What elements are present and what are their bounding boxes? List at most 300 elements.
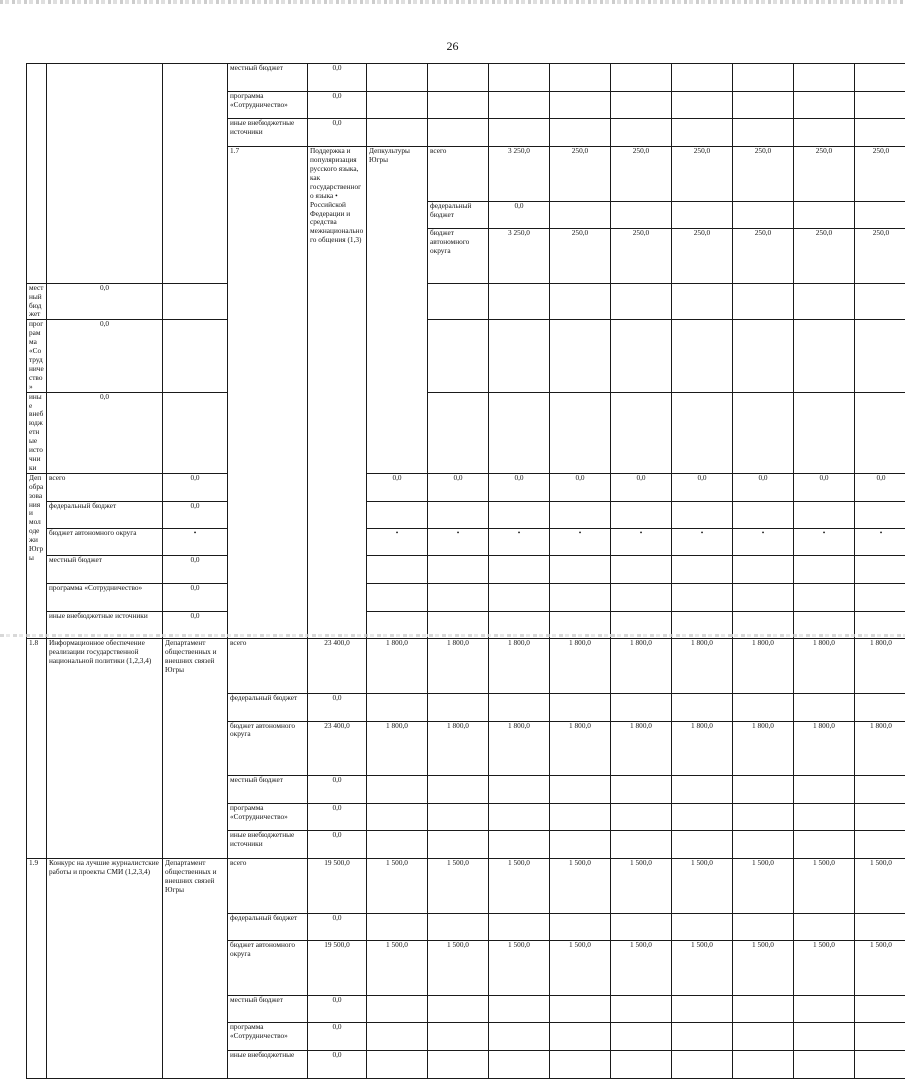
table-row — [27, 392, 905, 473]
value-cell — [733, 119, 794, 147]
value-cell — [367, 501, 428, 529]
value-cell: 1 800,0 — [672, 639, 733, 693]
value-cell — [489, 583, 550, 611]
value-cell — [550, 1051, 611, 1079]
value-cell — [794, 556, 855, 584]
value-cell — [672, 392, 733, 473]
value-cell: 0,0 — [367, 473, 428, 501]
value-cell — [672, 693, 733, 721]
value-cell — [611, 283, 672, 320]
value-cell: 250,0 — [733, 147, 794, 201]
value-cell — [550, 201, 611, 229]
value-cell: 250,0 — [550, 147, 611, 201]
value-cell: 250,0 — [611, 147, 672, 201]
value-cell — [550, 283, 611, 320]
value-cell — [611, 803, 672, 831]
value-cell: 1 800,0 — [855, 639, 905, 693]
value-cell: 23 400,0 — [308, 639, 367, 693]
value-cell — [428, 831, 489, 859]
value-cell — [550, 320, 611, 392]
value-cell: 0,0 — [308, 995, 367, 1023]
value-cell — [611, 775, 672, 803]
value-cell — [428, 693, 489, 721]
executor-cell: Департамент общественных и внешних связей Югры — [163, 639, 228, 859]
value-cell — [367, 775, 428, 803]
value-cell — [428, 583, 489, 611]
value-cell — [611, 995, 672, 1023]
table-row — [27, 501, 905, 529]
value-cell: 1 800,0 — [428, 639, 489, 693]
value-cell — [611, 913, 672, 941]
value-cell: • — [855, 529, 905, 556]
value-cell: 250,0 — [794, 147, 855, 201]
value-cell — [611, 201, 672, 229]
value-cell — [489, 392, 550, 473]
value-cell: 3 250,0 — [489, 147, 550, 201]
value-cell: 250,0 — [855, 147, 905, 201]
value-cell: 0,0 — [794, 473, 855, 501]
value-cell — [733, 556, 794, 584]
value-cell — [855, 283, 905, 320]
table-row — [27, 473, 905, 501]
source-cell: иные внебюджетные источники — [228, 831, 308, 859]
value-cell: 1 500,0 — [611, 941, 672, 995]
value-cell — [672, 91, 733, 119]
value-cell: 1 500,0 — [550, 941, 611, 995]
value-cell: 250,0 — [794, 229, 855, 283]
page-number: 26 — [0, 39, 905, 54]
value-cell — [855, 775, 905, 803]
table-row — [27, 64, 905, 92]
value-cell — [163, 283, 228, 320]
value-cell — [550, 913, 611, 941]
value-cell — [672, 283, 733, 320]
table-row — [27, 283, 905, 320]
value-cell: 1 500,0 — [733, 941, 794, 995]
value-cell: 0,0 — [308, 913, 367, 941]
value-cell: 250,0 — [733, 229, 794, 283]
source-cell: бюджет автономного округа — [47, 529, 163, 556]
source-cell: иные внебюджетные — [228, 1051, 308, 1079]
value-cell: 1 500,0 — [672, 941, 733, 995]
value-cell: 250,0 — [672, 147, 733, 201]
table-row — [27, 556, 905, 584]
value-cell — [550, 995, 611, 1023]
value-cell: • — [733, 529, 794, 556]
value-cell — [855, 91, 905, 119]
value-cell — [855, 119, 905, 147]
value-cell — [489, 119, 550, 147]
value-cell: 1 800,0 — [550, 721, 611, 775]
source-cell: местный бюджет — [228, 64, 308, 92]
value-cell — [794, 1051, 855, 1079]
value-cell: 1 500,0 — [855, 941, 905, 995]
source-cell: бюджет автономного округа — [228, 941, 308, 995]
executor-cell: Департамент общественных и внешних связей Югры — [163, 859, 228, 1079]
value-cell: 1 500,0 — [367, 941, 428, 995]
value-cell — [855, 1051, 905, 1079]
value-cell — [611, 320, 672, 392]
value-cell: 0,0 — [489, 201, 550, 229]
table-row — [27, 529, 905, 556]
value-cell — [367, 64, 428, 92]
value-cell: 0,0 — [308, 1023, 367, 1051]
value-cell — [489, 1051, 550, 1079]
value-cell — [428, 501, 489, 529]
value-cell — [367, 803, 428, 831]
table-row — [27, 320, 905, 392]
source-cell: программа «Сотрудничество» — [228, 91, 308, 119]
value-cell — [550, 831, 611, 859]
value-cell: 0,0 — [855, 473, 905, 501]
scan-edge-bottom — [0, 634, 905, 637]
value-cell — [428, 119, 489, 147]
value-cell — [733, 803, 794, 831]
value-cell — [367, 1023, 428, 1051]
value-cell — [428, 803, 489, 831]
value-cell — [550, 583, 611, 611]
value-cell — [428, 392, 489, 473]
row-name-cell — [47, 64, 163, 284]
value-cell: 3 250,0 — [489, 229, 550, 283]
row-code-cell: 1.8 — [27, 639, 47, 859]
value-cell — [367, 556, 428, 584]
value-cell — [550, 693, 611, 721]
value-cell — [855, 320, 905, 392]
value-cell — [428, 320, 489, 392]
value-cell: 0,0 — [163, 473, 228, 501]
value-cell — [428, 283, 489, 320]
value-cell: 1 800,0 — [733, 721, 794, 775]
value-cell — [855, 556, 905, 584]
value-cell: 0,0 — [733, 473, 794, 501]
value-cell — [367, 693, 428, 721]
value-cell — [855, 501, 905, 529]
value-cell: 1 800,0 — [428, 721, 489, 775]
value-cell — [672, 775, 733, 803]
budget-table — [26, 63, 905, 1079]
value-cell: 1 800,0 — [489, 721, 550, 775]
value-cell — [428, 64, 489, 92]
value-cell — [733, 831, 794, 859]
value-cell — [855, 693, 905, 721]
source-cell: местный бюджет — [47, 556, 163, 584]
value-cell: 0,0 — [489, 473, 550, 501]
value-cell — [489, 1023, 550, 1051]
value-cell — [367, 119, 428, 147]
source-cell: федеральный бюджет — [228, 913, 308, 941]
executor-cell: Депобразова ния и молодежи Югры — [27, 473, 47, 639]
value-cell: 0,0 — [308, 693, 367, 721]
value-cell — [733, 320, 794, 392]
value-cell — [794, 583, 855, 611]
value-cell: 1 500,0 — [550, 859, 611, 913]
value-cell: 250,0 — [611, 229, 672, 283]
source-cell: всего — [47, 473, 163, 501]
value-cell: 0,0 — [308, 91, 367, 119]
value-cell: 0,0 — [308, 64, 367, 92]
value-cell — [733, 392, 794, 473]
value-cell: 1 800,0 — [794, 721, 855, 775]
value-cell — [489, 64, 550, 92]
value-cell — [794, 693, 855, 721]
value-cell — [672, 556, 733, 584]
source-cell: программа «Сотрудничество» — [228, 803, 308, 831]
value-cell — [794, 831, 855, 859]
value-cell: 0,0 — [611, 473, 672, 501]
value-cell — [611, 583, 672, 611]
source-cell: всего — [228, 859, 308, 913]
value-cell: 1 500,0 — [794, 941, 855, 995]
value-cell: 0,0 — [672, 473, 733, 501]
value-cell — [855, 392, 905, 473]
value-cell — [672, 831, 733, 859]
value-cell: 1 800,0 — [733, 639, 794, 693]
row-name-cell: Конкурс на лучшие журналистские работы и проекты СМИ (1,2,3,4) — [47, 859, 163, 1079]
value-cell — [733, 64, 794, 92]
value-cell: 250,0 — [550, 229, 611, 283]
source-cell: иные внебюджетные источники — [228, 119, 308, 147]
value-cell: • — [672, 529, 733, 556]
value-cell — [367, 91, 428, 119]
row-name-cell: Информационное обеспечение реализации государственной национальной политики (1,2,3,4) — [47, 639, 163, 859]
value-cell — [672, 583, 733, 611]
value-cell — [428, 913, 489, 941]
value-cell — [672, 803, 733, 831]
value-cell — [794, 283, 855, 320]
value-cell: 0,0 — [550, 473, 611, 501]
source-cell: программа «Сотрудничество» — [228, 1023, 308, 1051]
value-cell — [794, 91, 855, 119]
value-cell — [794, 995, 855, 1023]
value-cell — [733, 1051, 794, 1079]
value-cell: 1 500,0 — [367, 859, 428, 913]
value-cell: • — [489, 529, 550, 556]
source-cell: федеральный бюджет — [428, 201, 489, 229]
value-cell — [367, 913, 428, 941]
source-cell: местный бюджет — [228, 775, 308, 803]
value-cell: • — [794, 529, 855, 556]
value-cell — [428, 91, 489, 119]
value-cell: 1 800,0 — [611, 721, 672, 775]
value-cell: 1 500,0 — [489, 941, 550, 995]
value-cell: 0,0 — [308, 775, 367, 803]
value-cell — [489, 831, 550, 859]
value-cell: 1 500,0 — [428, 859, 489, 913]
value-cell: 1 800,0 — [794, 639, 855, 693]
source-cell: всего — [428, 147, 489, 201]
executor-cell — [163, 64, 228, 284]
value-cell — [855, 995, 905, 1023]
value-cell: • — [428, 529, 489, 556]
value-cell — [550, 1023, 611, 1051]
source-cell: программа «Сотрудничество» — [47, 583, 163, 611]
value-cell — [855, 831, 905, 859]
value-cell — [367, 583, 428, 611]
value-cell — [489, 803, 550, 831]
source-cell: местный бюджет — [27, 283, 47, 320]
value-cell: 1 500,0 — [672, 859, 733, 913]
value-cell — [733, 501, 794, 529]
table-row — [27, 583, 905, 611]
value-cell — [733, 201, 794, 229]
value-cell — [611, 831, 672, 859]
value-cell — [489, 501, 550, 529]
value-cell — [611, 556, 672, 584]
value-cell — [611, 392, 672, 473]
value-cell — [611, 64, 672, 92]
value-cell: • — [611, 529, 672, 556]
value-cell — [672, 995, 733, 1023]
row-name-cell: Поддержка и популяризация русского языка, как государственного языка • Российской Федерации и средства межнационального общения (1,3) — [308, 147, 367, 639]
value-cell: 23 400,0 — [308, 721, 367, 775]
value-cell: 1 500,0 — [733, 859, 794, 913]
value-cell: 0,0 — [47, 320, 163, 392]
value-cell — [367, 1051, 428, 1079]
value-cell — [733, 1023, 794, 1051]
value-cell — [489, 995, 550, 1023]
value-cell: 0,0 — [163, 611, 228, 639]
value-cell — [672, 201, 733, 229]
value-cell — [611, 501, 672, 529]
value-cell: 0,0 — [163, 583, 228, 611]
value-cell: 1 800,0 — [489, 639, 550, 693]
value-cell — [794, 119, 855, 147]
value-cell — [611, 1051, 672, 1079]
value-cell — [672, 119, 733, 147]
value-cell: 1 800,0 — [367, 639, 428, 693]
value-cell — [794, 201, 855, 229]
value-cell: 1 500,0 — [428, 941, 489, 995]
source-cell: бюджет автономного округа — [428, 229, 489, 283]
value-cell — [163, 320, 228, 392]
value-cell: 1 800,0 — [611, 639, 672, 693]
value-cell — [428, 1023, 489, 1051]
value-cell — [550, 119, 611, 147]
value-cell — [855, 583, 905, 611]
value-cell: 1 800,0 — [855, 721, 905, 775]
value-cell: 250,0 — [672, 229, 733, 283]
budget-table-body — [27, 64, 905, 1079]
value-cell — [672, 1023, 733, 1051]
table-row — [27, 859, 905, 913]
value-cell — [428, 775, 489, 803]
value-cell: 1 500,0 — [855, 859, 905, 913]
executor-cell: Депкультуры Югры — [367, 147, 428, 474]
value-cell — [489, 556, 550, 584]
value-cell: 19 500,0 — [308, 941, 367, 995]
value-cell — [794, 64, 855, 92]
row-code-cell: 1.9 — [27, 859, 47, 1079]
value-cell — [794, 1023, 855, 1051]
value-cell: • — [550, 529, 611, 556]
value-cell — [428, 1051, 489, 1079]
value-cell: 19 500,0 — [308, 859, 367, 913]
source-cell: иные внебюджетные источники — [27, 392, 47, 473]
value-cell — [550, 501, 611, 529]
value-cell — [794, 501, 855, 529]
source-cell: всего — [228, 639, 308, 693]
value-cell — [611, 693, 672, 721]
value-cell — [367, 831, 428, 859]
value-cell: 0,0 — [47, 283, 163, 320]
value-cell — [733, 283, 794, 320]
value-cell — [550, 392, 611, 473]
row-code-cell — [27, 64, 47, 284]
source-cell: бюджет автономного округа — [228, 721, 308, 775]
value-cell — [489, 283, 550, 320]
value-cell: 1 500,0 — [794, 859, 855, 913]
source-cell: федеральный бюджет — [47, 501, 163, 529]
value-cell — [489, 91, 550, 119]
value-cell — [733, 775, 794, 803]
value-cell: 1 500,0 — [489, 859, 550, 913]
source-cell: федеральный бюджет — [228, 693, 308, 721]
value-cell — [163, 392, 228, 473]
source-cell: местный бюджет — [228, 995, 308, 1023]
row-code-cell: 1.7 — [228, 147, 308, 639]
table-row — [27, 639, 905, 693]
value-cell: 0,0 — [308, 831, 367, 859]
value-cell — [550, 64, 611, 92]
value-cell — [855, 64, 905, 92]
value-cell — [367, 995, 428, 1023]
value-cell — [855, 1023, 905, 1051]
value-cell — [489, 320, 550, 392]
value-cell — [550, 91, 611, 119]
source-cell: программа «Сотрудничество» — [27, 320, 47, 392]
value-cell — [489, 693, 550, 721]
value-cell: 1 500,0 — [611, 859, 672, 913]
value-cell: 0,0 — [428, 473, 489, 501]
value-cell — [672, 1051, 733, 1079]
value-cell — [794, 392, 855, 473]
value-cell — [794, 320, 855, 392]
value-cell — [794, 803, 855, 831]
value-cell: 0,0 — [308, 119, 367, 147]
value-cell — [611, 1023, 672, 1051]
value-cell — [550, 775, 611, 803]
value-cell — [550, 803, 611, 831]
scan-edge-top — [0, 0, 905, 4]
value-cell — [733, 995, 794, 1023]
source-cell: иные внебюджетные источники — [47, 611, 163, 639]
value-cell — [550, 556, 611, 584]
value-cell: • — [163, 529, 228, 556]
value-cell: 0,0 — [308, 1051, 367, 1079]
value-cell — [855, 803, 905, 831]
value-cell — [672, 320, 733, 392]
value-cell: 0,0 — [308, 803, 367, 831]
value-cell — [611, 91, 672, 119]
value-cell — [855, 913, 905, 941]
value-cell: 0,0 — [47, 392, 163, 473]
value-cell — [428, 556, 489, 584]
value-cell — [428, 995, 489, 1023]
value-cell — [672, 501, 733, 529]
value-cell: 250,0 — [855, 229, 905, 283]
value-cell — [672, 913, 733, 941]
value-cell — [855, 201, 905, 229]
value-cell — [794, 913, 855, 941]
value-cell — [733, 693, 794, 721]
value-cell — [672, 64, 733, 92]
value-cell: 1 800,0 — [672, 721, 733, 775]
value-cell — [733, 91, 794, 119]
value-cell — [611, 119, 672, 147]
value-cell — [489, 775, 550, 803]
value-cell: • — [367, 529, 428, 556]
